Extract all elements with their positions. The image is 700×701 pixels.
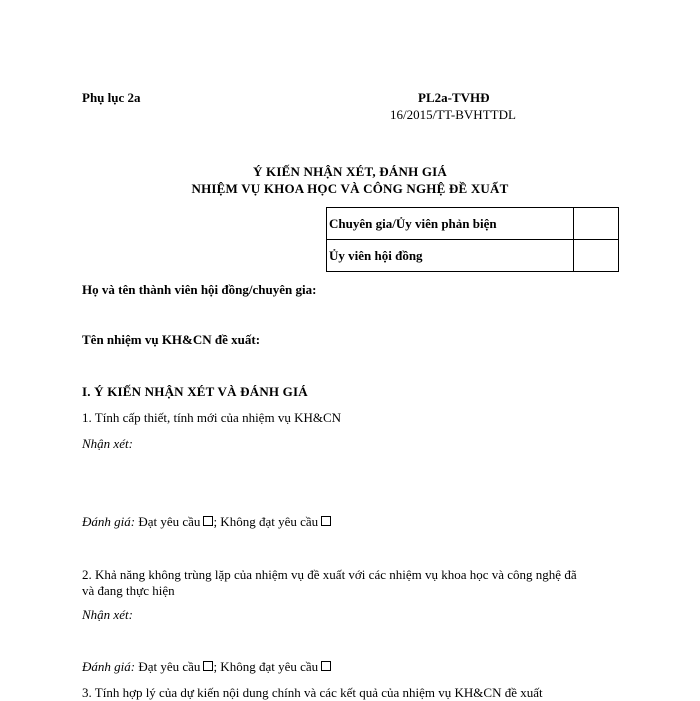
- title-line-1: Ý KIẾN NHẬN XÉT, ĐÁNH GIÁ: [253, 164, 447, 179]
- criterion-3-title: 3. Tính hợp lý của dự kiến nội dung chính và các kết quả của nhiệm vụ KH&CN đề xuất: [82, 685, 543, 700]
- member-name-label: Họ và tên thành viên hội đồng/chuyên gia:: [82, 282, 317, 297]
- role-checkbox-council-member[interactable]: [574, 240, 619, 272]
- criterion-2-evaluation: [82, 659, 331, 675]
- criterion-1-title: 1. Tính cấp thiết, tính mới của nhiệm vụ KH&CN: [82, 410, 342, 425]
- appendix-label: Phụ lục 2a: [82, 90, 141, 105]
- role-row: [327, 240, 619, 272]
- fail-label: ; Không đạt yêu cầu: [213, 514, 319, 529]
- form-code: PL2a-TVHĐ: [418, 90, 490, 105]
- criterion-1-comment-label: Nhận xét:: [82, 436, 133, 451]
- fail-checkbox[interactable]: [321, 661, 331, 671]
- evaluation-label: Đánh giá:: [82, 514, 136, 529]
- task-name-label: Tên nhiệm vụ KH&CN đề xuất:: [82, 332, 261, 347]
- role-row: [327, 208, 619, 240]
- section-heading: I. Ý KIẾN NHẬN XÉT VÀ ĐÁNH GIÁ: [82, 384, 308, 399]
- title-line-2: NHIỆM VỤ KHOA HỌC VÀ CÔNG NGHỆ ĐỀ XUẤT: [191, 181, 509, 196]
- fail-checkbox[interactable]: [321, 516, 331, 526]
- criterion-1-evaluation: [82, 514, 331, 530]
- pass-checkbox[interactable]: [203, 661, 213, 671]
- pass-checkbox[interactable]: [203, 516, 213, 526]
- role-label-reviewer: Chuyên gia/Ủy viên phản biện: [327, 208, 574, 240]
- criterion-2-title-line-2: và đang thực hiện: [82, 583, 175, 598]
- circular-number: 16/2015/TT-BVHTTDL: [390, 107, 516, 122]
- role-table: [326, 207, 619, 272]
- evaluation-label: Đánh giá:: [82, 659, 136, 674]
- fail-label: ; Không đạt yêu cầu: [213, 659, 319, 674]
- criterion-2-title-line-1: 2. Khả năng không trùng lặp của nhiệm vụ đề xuất với các nhiệm vụ khoa học và công nghệ đã: [82, 567, 577, 582]
- role-label-council-member: Ủy viên hội đồng: [327, 240, 574, 272]
- pass-label: Đạt yêu cầu: [138, 514, 201, 529]
- criterion-2-comment-label: Nhận xét:: [82, 607, 133, 622]
- role-checkbox-reviewer[interactable]: [574, 208, 619, 240]
- pass-label: Đạt yêu cầu: [138, 659, 201, 674]
